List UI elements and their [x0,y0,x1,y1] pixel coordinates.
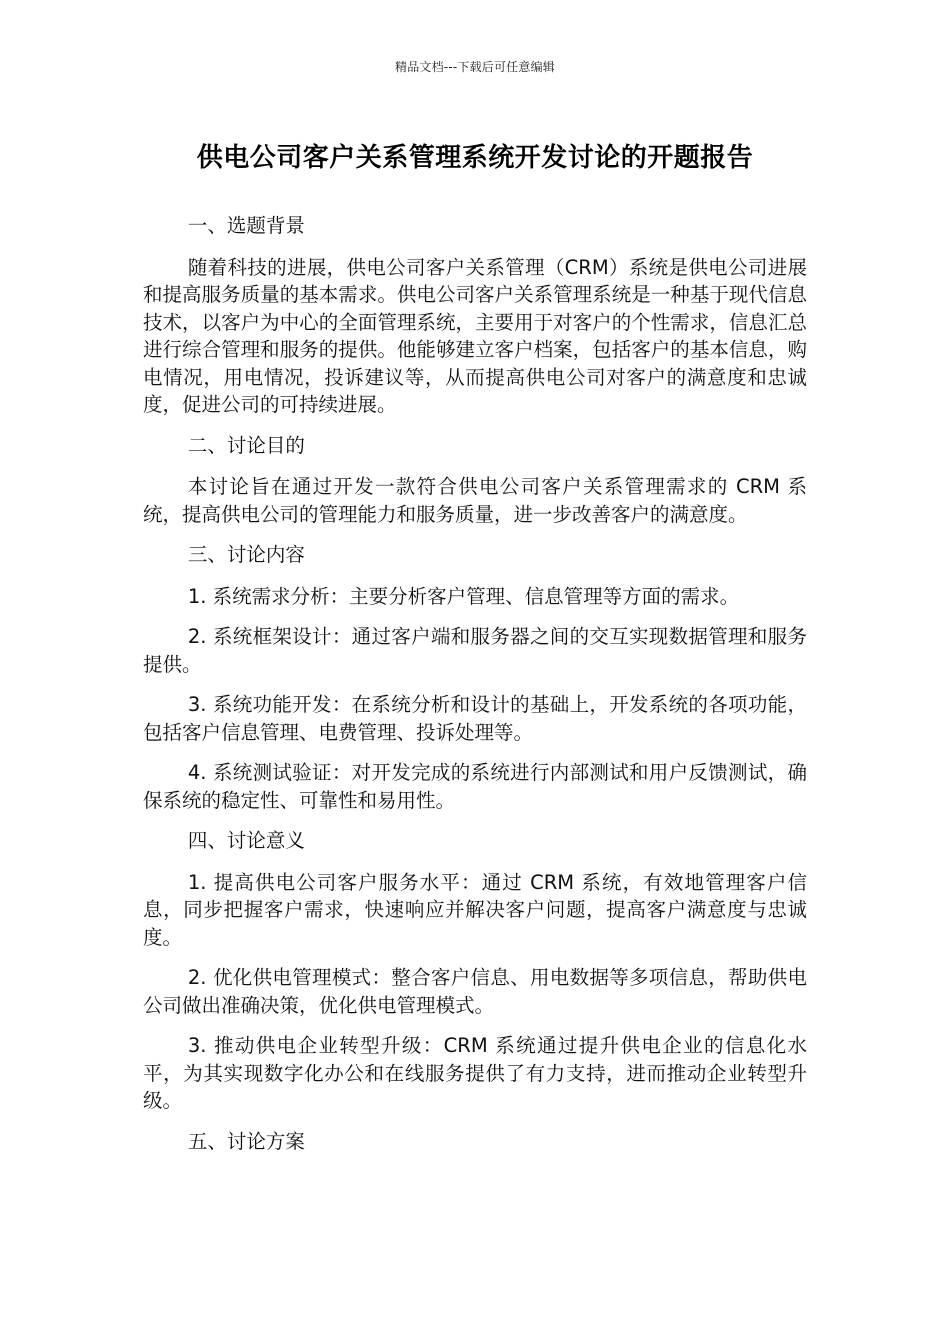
content-item-2: 2. 系统框架设计：通过客户端和服务器之间的交互实现数据管理和服务提供。 [143,625,807,676]
background-paragraph: 随着科技的进展，供电公司客户关系管理（CRM）系统是供电公司进展和提高服务质量的基本需求。供电公司客户关系管理系统是一种基于现代信息技术，以客户为中心的全面管理系统，主要用于对客户的个性需求，信息汇总进行综合管理和服务的提供。他能够建立客户档案，包括客户的基本信息，购电情况，用电情况，投诉建议等，从而提高供电公司对客户的满意度和忠诚度，促进公司的可持续进展。 [143,255,807,416]
purpose-paragraph: 本讨论旨在通过开发一款符合供电公司客户关系管理需求的 CRM 系统，提高供电公司的管理能力和服务质量，进一步改善客户的满意度。 [143,475,807,526]
header-note: 精品文档---下载后可任意编辑 [395,60,555,74]
section-heading-content: 三、讨论内容 [187,543,305,566]
significance-item-2: 2. 优化供电管理模式：整合客户信息、用电数据等多项信息，帮助供电公司做出准确决策，优化供电管理模式。 [143,966,807,1017]
significance-item-3: 3. 推动供电企业转型升级：CRM 系统通过提升供电企业的信息化水平，为其实现数字化办公和在线服务提供了有力支持，进而推动企业转型升级。 [143,1034,807,1112]
content-item-4: 4. 系统测试验证：对开发完成的系统进行内部测试和用户反馈测试，确保系统的稳定性、可靠性和易用性。 [143,761,807,812]
section-heading-purpose: 二、讨论目的 [187,433,305,457]
significance-item-1: 1. 提高供电公司客户服务水平：通过 CRM 系统，有效地管理客户信息，同步把握客户需求，快速响应并解决客户问题，提高客户满意度与忠诚度。 [143,870,807,949]
content-item-1: 1. 系统需求分析：主要分析客户管理、信息管理等方面的需求。 [187,584,740,608]
section-heading-significance: 四、讨论意义 [187,829,305,852]
content-item-3: 3. 系统功能开发：在系统分析和设计的基础上，开发系统的各项功能，包括客户信息管理、电费管理、投诉处理等。 [143,693,807,744]
document-body [143,212,807,1169]
document-title: 供电公司客户关系管理系统开发讨论的开题报告 [196,143,754,173]
section-heading-plan: 五、讨论方案 [187,1129,305,1153]
section-heading-background: 一、选题背景 [187,214,305,237]
